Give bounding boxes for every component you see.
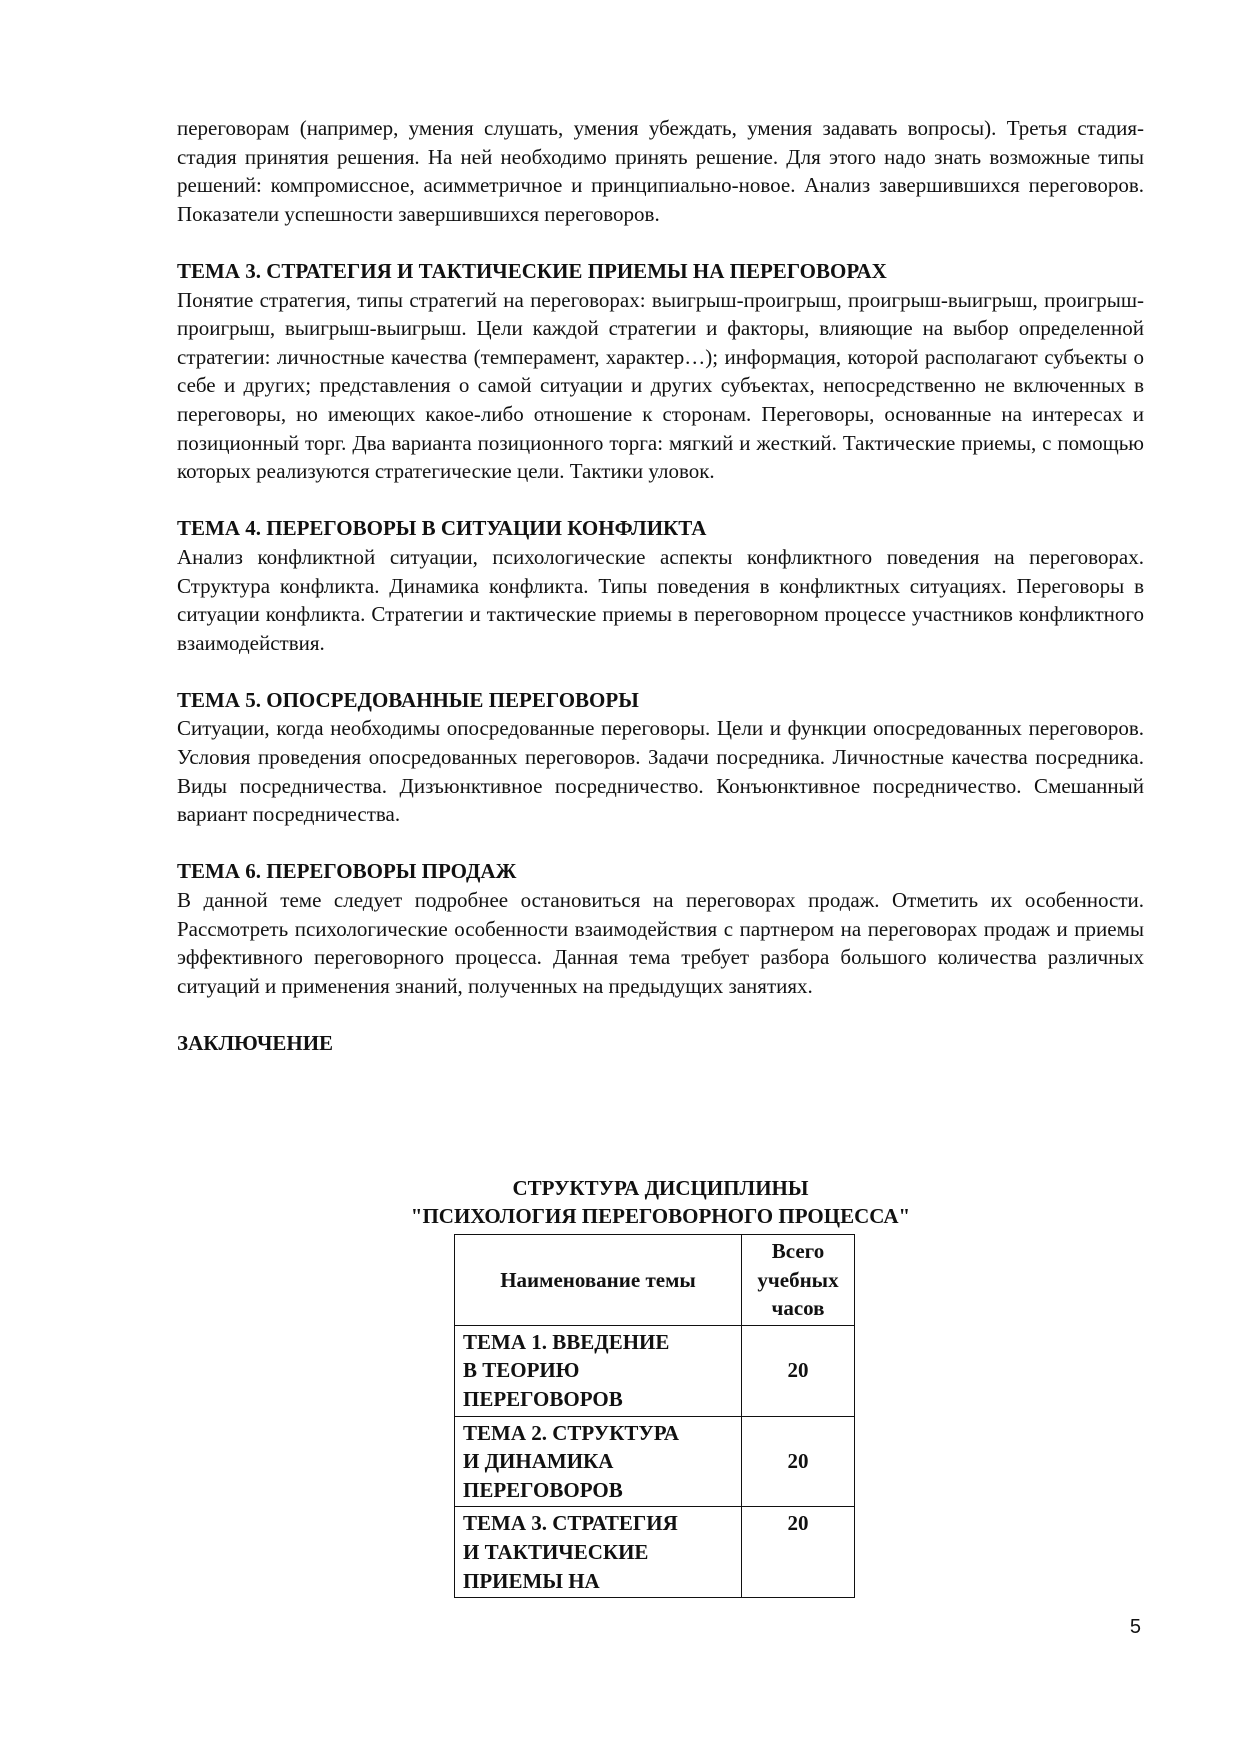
row-3-topic-line-3: ПРИЕМЫ НА [463, 1568, 600, 1593]
topic-4-heading: ТЕМА 4. ПЕРЕГОВОРЫ В СИТУАЦИИ КОНФЛИКТА [177, 516, 707, 541]
header-hours-line-2: учебных [757, 1267, 839, 1292]
structure-title-line-2: "ПСИХОЛОГИЯ ПЕРЕГОВОРНОГО ПРОЦЕССА" [410, 1204, 911, 1228]
topic-4-section [177, 514, 1144, 657]
topic-3-text: Понятие стратегия, типы стратегий на переговорах: выигрыш-проигрыш, проигрыш-выигрыш, проигрыш-проигрыш, выигрыш-выигрыш. Цели каждой стратегии и факторы, влияющие на выбор определенной стратегии: личностные качества (темперамент, характер…); информация, которой располагают субъекты о себе и других; представления о самой ситуации и других субъектах, непосредственно не включенных в переговоры, но имеющих какое-либо отношение к сторонам. Переговоры, основанные на интересах и позиционный торг. Два варианта позиционного торга: мягкий и жесткий. Тактические приемы, с помощью которых реализуются стратегические цели. Тактики уловок. [177, 287, 1144, 484]
row-2-topic-line-1: ТЕМА 2. СТРУКТУРА [463, 1420, 680, 1445]
row-3-hours: 20 [742, 1507, 855, 1598]
topic-6-text: В данной теме следует подробнее остановиться на переговорах продаж. Отметить их особенности. Рассмотреть психологические особенности взаимодействия с партнером на переговорах продаж и приемы эффективного переговорного процесса. Данная тема требует разбора большого количества различных ситуаций и применения знаний, полученных на предыдущих занятиях. [177, 888, 1144, 998]
row-2-topic [455, 1416, 742, 1507]
document-page [177, 114, 1144, 1058]
structure-title [177, 1174, 1144, 1230]
conclusion-heading: ЗАКЛЮЧЕНИЕ [177, 1031, 334, 1055]
topic-6-heading: ТЕМА 6. ПЕРЕГОВОРЫ ПРОДАЖ [177, 859, 517, 884]
structure-table [454, 1234, 855, 1598]
row-1-topic-line-3: ПЕРЕГОВОРОВ [463, 1386, 623, 1411]
header-hours-line-1: Всего [771, 1239, 825, 1263]
intro-paragraph: переговорам (например, умения слушать, умения убеждать, умения задавать вопросы). Третья стадия- стадия принятия решения. На ней необходимо принять решение. Для этого надо знать возможные типы решений: компромиссное, асимметричное и принципиально-новое. Анализ завершившихся переговоров. Показатели успешности завершившихся переговоров. [177, 116, 1144, 226]
table-row [455, 1325, 855, 1416]
header-hours-line-3: часов [771, 1296, 825, 1321]
page-number: 5 [1129, 1616, 1141, 1638]
row-1-topic-line-2: В ТЕОРИЮ [463, 1358, 580, 1383]
topic-5-heading: ТЕМА 5. ОПОСРЕДОВАННЫЕ ПЕРЕГОВОРЫ [177, 687, 639, 712]
row-1-hours: 20 [742, 1325, 855, 1416]
table-row [455, 1416, 855, 1507]
row-1-topic-line-1: ТЕМА 1. ВВЕДЕНИЕ [463, 1329, 670, 1354]
topic-5-text: Ситуации, когда необходимы опосредованные переговоры. Цели и функции опосредованных переговоров. Условия проведения опосредованных переговоров. Задачи посредника. Личностные качества посредника. Виды посредничества. Дизъюнктивное посредничество. Конъюнктивное посредничество. Смешанный вариант посредничества. [177, 716, 1144, 827]
header-topic-name: Наименование темы [455, 1235, 742, 1326]
row-2-topic-line-2: И ДИНАМИКА [463, 1449, 614, 1474]
table-row [455, 1507, 855, 1598]
topic-3-heading: ТЕМА 3. СТРАТЕГИЯ И ТАКТИЧЕСКИЕ ПРИЕМЫ НА ПЕРЕГОВОРАХ [177, 258, 887, 283]
row-2-topic-line-3: ПЕРЕГОВОРОВ [463, 1477, 623, 1502]
topic-3-section [177, 257, 1144, 486]
row-2-hours: 20 [742, 1416, 855, 1507]
table-header-row [455, 1235, 855, 1326]
topic-4-text: Анализ конфликтной ситуации, психологические аспекты конфликтного поведения на переговорах. Структура конфликта. Динамика конфликта. Типы поведения в конфликтных ситуациях. Переговоры в ситуации конфликта. Стратегии и тактические приемы в переговорном процессе участников конфликтного взаимодействия. [177, 544, 1144, 655]
topic-6-section [177, 857, 1144, 1000]
row-3-topic [455, 1507, 742, 1598]
structure-title-line-1: СТРУКТУРА ДИСЦИПЛИНЫ [512, 1176, 809, 1200]
row-1-topic [455, 1325, 742, 1416]
topic-5-section [177, 686, 1144, 829]
row-3-topic-line-1: ТЕМА 3. СТРАТЕГИЯ [463, 1511, 678, 1536]
row-3-topic-line-2: И ТАКТИЧЕСКИЕ [463, 1539, 649, 1564]
header-total-hours [742, 1235, 855, 1326]
